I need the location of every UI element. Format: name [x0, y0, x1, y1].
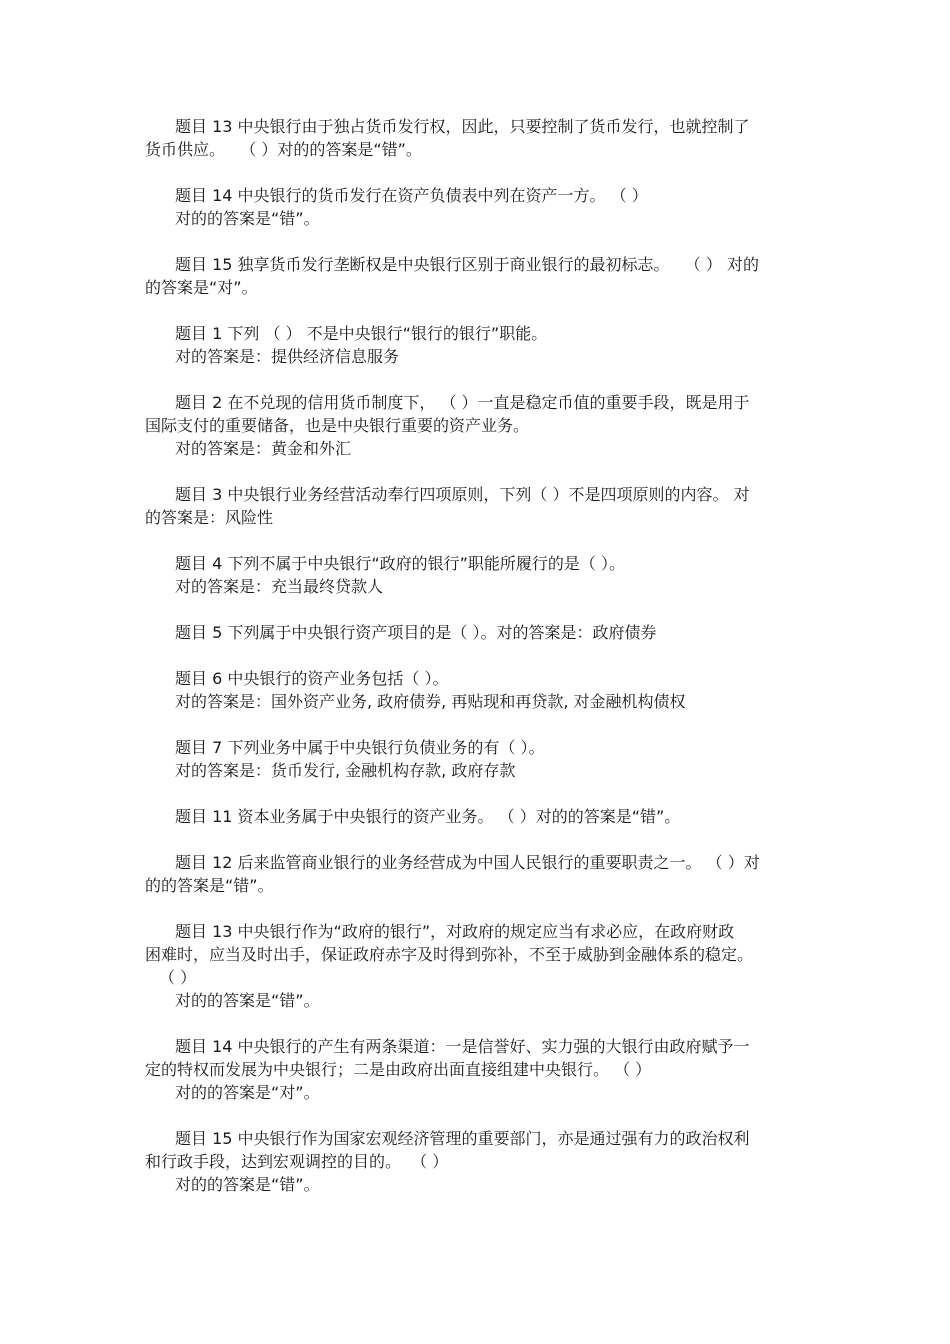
question-text: 国际支付的重要储备，也是中央银行重要的资产业务。	[145, 416, 530, 435]
question-text: 题目 3 中央银行业务经营活动奉行四项原则，下列（ ）不是四项原则的内容。 对	[175, 485, 750, 504]
answer-text: 对的答案是：国外资产业务, 政府债券, 再贴现和再贷款, 对金融机构债权	[175, 692, 686, 711]
question-block	[145, 920, 805, 1012]
question-block	[145, 391, 805, 460]
question-block	[145, 483, 805, 529]
question-text: 题目 15 中央银行作为国家宏观经济管理的重要部门，亦是通过强有力的政治权利	[175, 1129, 750, 1148]
answer-text: 的答案是“对”。	[145, 278, 258, 297]
answer-text: 对的的答案是“错”。	[175, 1175, 320, 1194]
question-text: 货币供应。 （ ）对的的答案是“错”。	[145, 140, 422, 159]
question-block	[145, 1127, 805, 1196]
question-text: 题目 15 独享货币发行垄断权是中央银行区别于商业银行的最初标志。 （ ） 对的	[175, 255, 759, 274]
question-text: 题目 14 中央银行的产生有两条渠道：一是信誉好、实力强的大银行由政府赋予一	[175, 1037, 750, 1056]
question-text: 题目 13 中央银行由于独占货币发行权，因此，只要控制了货币发行，也就控制了	[175, 117, 750, 136]
question-block	[145, 184, 805, 230]
answer-text: 对的答案是：提供经济信息服务	[175, 347, 400, 366]
question-text: 题目 4 下列不属于中央银行“政府的银行”职能所履行的是（ ）。	[175, 554, 626, 573]
question-text: 题目 12 后来监管商业银行的业务经营成为中国人民银行的重要职责之一。 （ ）对	[175, 853, 760, 872]
answer-text: 对的答案是：充当最终贷款人	[175, 577, 384, 596]
question-block	[145, 552, 805, 598]
question-block	[145, 736, 805, 782]
question-text: 题目 1 下列 （ ） 不是中央银行“银行的银行”职能。	[175, 324, 548, 343]
document-body	[145, 115, 805, 1219]
question-text: 题目 14 中央银行的货币发行在资产负债表中列在资产一方。 （ ）	[175, 186, 648, 205]
question-text: （ ）	[159, 968, 197, 987]
question-block	[145, 851, 805, 897]
answer-text: 的的答案是“错”。	[145, 876, 274, 895]
question-text: 定的特权而发展为中央银行；二是由政府出面直接组建中央银行。 （ ）	[145, 1060, 652, 1079]
question-text: 题目 6 中央银行的资产业务包括（ ）。	[175, 669, 449, 688]
answer-text: 对的答案是：货币发行, 金融机构存款, 政府存款	[175, 761, 516, 780]
question-text: 和行政手段，达到宏观调控的目的。 （ ）	[145, 1152, 449, 1171]
answer-text: 对的的答案是“错”。	[175, 991, 320, 1010]
question-block	[145, 1035, 805, 1104]
question-text: 题目 13 中央银行作为“政府的银行”，对政府的规定应当有求必应，在政府财政	[175, 922, 735, 941]
question-text: 题目 7 下列业务中属于中央银行负债业务的有（ ）。	[175, 738, 545, 757]
question-text: 题目 11 资本业务属于中央银行的资产业务。 （ ）对的的答案是“错”。	[175, 807, 681, 826]
question-block	[145, 115, 805, 161]
answer-text: 的答案是：风险性	[145, 508, 274, 527]
answer-text: 对的答案是：黄金和外汇	[175, 439, 352, 458]
question-text: 题目 2 在不兑现的信用货币制度下， （ ）一直是稳定币值的重要手段，既是用于	[175, 393, 750, 412]
answer-text: 对的的答案是“对”。	[175, 1083, 320, 1102]
question-block	[145, 805, 805, 828]
question-block	[145, 322, 805, 368]
question-block	[145, 667, 805, 713]
question-block	[145, 621, 805, 644]
question-block	[145, 253, 805, 299]
question-text: 困难时，应当及时出手，保证政府赤字及时得到弥补，不至于威胁到金融体系的稳定。	[145, 945, 754, 964]
question-text: 题目 5 下列属于中央银行资产项目的是（ ）。对的答案是：政府债券	[175, 623, 657, 642]
answer-text: 对的的答案是“错”。	[175, 209, 320, 228]
